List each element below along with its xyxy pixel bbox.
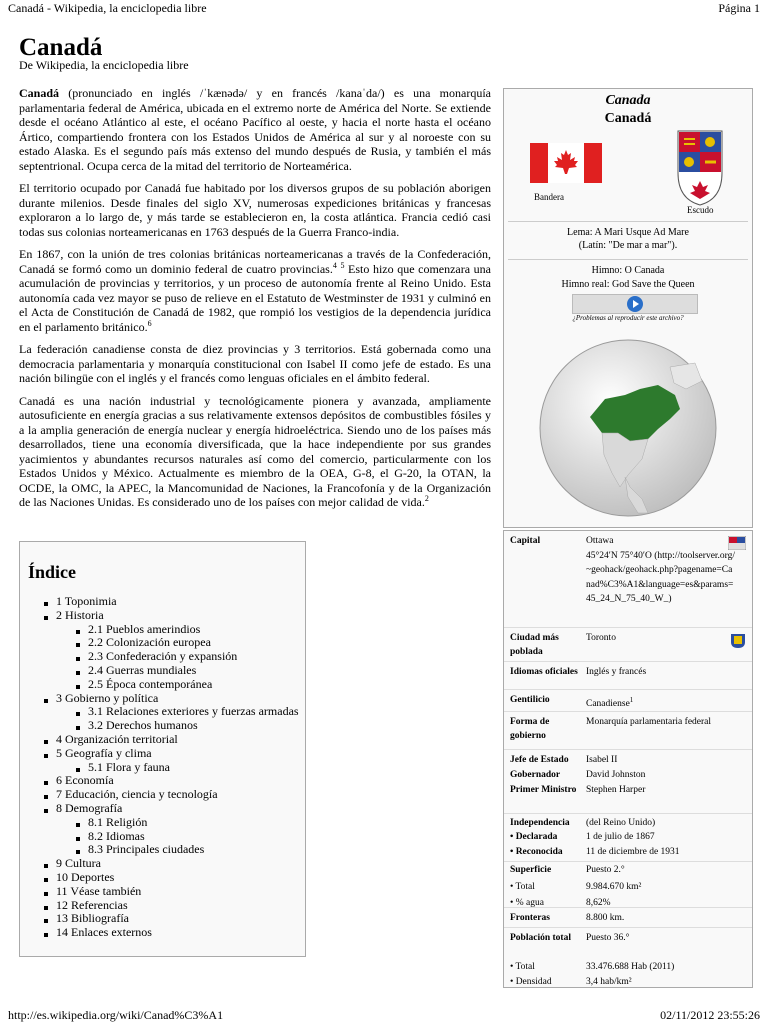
infobox-name-spanish: Canadá <box>604 111 652 126</box>
toc-item[interactable]: 2.3 Confederación y expansión <box>76 650 299 664</box>
infobox-name-english: Canada <box>605 93 651 108</box>
print-header-title: Canadá - Wikipedia, la enciclopedia libre <box>8 1 207 15</box>
demonym-text[interactable]: Canadiense <box>586 699 630 710</box>
independence-label: Independencia <box>510 818 570 828</box>
anthem-block <box>504 264 752 292</box>
coat-of-arms-caption: Escudo <box>687 205 714 215</box>
largest-city-label: Ciudad más poblada <box>510 633 559 657</box>
row-languages <box>504 661 752 690</box>
toc-item[interactable]: 3.1 Relaciones exteriores y fuerzas armadas <box>76 705 299 719</box>
row-demonym <box>504 689 752 712</box>
population-total-label: • Total <box>510 962 535 972</box>
toc-item[interactable]: 2.1 Pueblos amerindios <box>76 623 299 637</box>
audio-player[interactable] <box>572 294 698 314</box>
toc-item[interactable]: 1 Toponimia <box>44 595 299 609</box>
toronto-coat-icon <box>730 633 746 649</box>
prime-minister-label: Primer Ministro <box>510 785 577 795</box>
toc-item[interactable]: 3 Gobierno y política <box>44 692 299 706</box>
print-footer-timestamp: 02/11/2012 23:55:26 <box>660 1008 760 1022</box>
canada-flag-image[interactable] <box>530 143 602 183</box>
toc-item[interactable]: 13 Bibliografía <box>44 912 299 926</box>
row-borders <box>504 907 752 928</box>
population-rank-value: Puesto 36.° <box>586 933 630 943</box>
row-leaders <box>504 749 752 814</box>
page-subtitle: De Wikipedia, la enciclopedia libre <box>19 58 189 72</box>
row-government <box>504 711 752 750</box>
toc-item[interactable]: 3.2 Derechos humanos <box>76 719 299 733</box>
demonym-value <box>586 693 736 712</box>
toc-item[interactable]: 7 Educación, ciencia y tecnología <box>44 788 299 802</box>
head-of-state-value[interactable]: Isabel II <box>586 755 618 765</box>
government-value[interactable]: Monarquía parlamentaria federal <box>586 717 712 727</box>
recognized-label: • Reconocida <box>510 847 563 857</box>
toc-item[interactable]: 5 Geografía y clima <box>44 747 299 761</box>
toc-title: Índice <box>28 562 77 582</box>
toc-item[interactable]: 11 Véase también <box>44 885 299 899</box>
toc-item[interactable]: 8.3 Principales ciudades <box>76 843 299 857</box>
water-percent-value: 8,62% <box>586 898 611 908</box>
largest-city-value[interactable]: Toronto <box>586 633 616 643</box>
density-value: 3,4 hab/km² <box>586 977 632 987</box>
demonym-label: Gentilicio <box>510 695 550 705</box>
paragraph-history: El territorio ocupado por Canadá fue habitado por los diversos grupos de su población aborigen durante milenios. Desde finales del siglo XV, numerosas expediciones británicas y francesas exploraron a lo largo de, y más tarde se establecieron en, la costa atlántica. Francia cedió casi todas sus colonias norteamericanas en 1763 después de la Guerra Franco-india. <box>19 181 491 239</box>
prime-minister-value[interactable]: Stephen Harper <box>586 785 646 795</box>
toc-item[interactable]: 8.2 Idiomas <box>76 830 299 844</box>
independence-value[interactable]: (del Reino Unido) <box>586 818 656 828</box>
reference-link-6[interactable]: 6 <box>147 318 152 328</box>
reference-link-5[interactable]: 5 <box>340 260 345 270</box>
toc-item[interactable]: 8 Demografía <box>44 802 299 816</box>
motto-translation: (Latín: "De mar a mar"). <box>578 240 678 251</box>
toc-item[interactable]: 2 Historia <box>44 609 299 623</box>
toc-item[interactable]: 6 Economía <box>44 774 299 788</box>
toc-list <box>44 595 299 940</box>
print-header <box>0 0 768 16</box>
population-label: Población total <box>510 933 571 943</box>
orthographic-map-image[interactable] <box>530 337 726 519</box>
borders-value: 8.800 km. <box>586 913 625 923</box>
print-footer <box>0 1006 768 1024</box>
reference-link-2[interactable]: 2 <box>424 494 429 503</box>
government-label: Forma de gobierno <box>510 717 550 741</box>
economy-text: Canadá es una nación industrial y tecnológicamente pionera y avanzada, ampliamente autosuficiente en energía gracias a sus relativamente extensos depósitos de combustibles fósiles y a la amplia generación de energía nuclear y energía hidroeléctrica. Siendo uno de los países más desarrollados, tiene una economía diversificada, que la hace independiente por sus grandes yacimientos y abundantes recursos naturales así como del comercio, particularmente con los Estados Unidos y México. Actualmente es miembro de la OEA, G-8, el G-20, la OTAN, la OCDE, la OMC, la APEC, la Mancomunidad de Naciones, la Francofonía y de la Organización de las Naciones Unidas. Es considerado uno de los países con mejor calidad de vida. <box>19 393 491 509</box>
borders-label: Fronteras <box>510 913 550 923</box>
print-footer-url: http://es.wikipedia.org/wiki/Canad%C3%A1 <box>8 1008 224 1022</box>
table-of-contents <box>19 541 306 957</box>
area-total-label: • Total <box>510 882 535 892</box>
audio-help-link[interactable]: ¿Problemas al reproducir este archivo? <box>572 314 684 322</box>
toc-item[interactable]: 5.1 Flora y fauna <box>76 761 299 775</box>
paragraph-intro <box>19 86 491 173</box>
anthem-line: Himno: O Canada <box>591 265 665 276</box>
capital-label: Capital <box>510 536 541 546</box>
paragraph-confederation <box>19 247 491 334</box>
play-icon[interactable] <box>627 296 643 312</box>
languages-label: Idiomas oficiales <box>510 667 578 677</box>
ottawa-coat-icon <box>728 536 746 550</box>
area-total-value: 9.984.670 km² <box>586 882 642 892</box>
flag-caption: Bandera <box>534 192 564 202</box>
paragraph-economy <box>19 394 491 510</box>
head-of-state-label: Jefe de Estado <box>510 755 569 765</box>
article-body <box>19 86 491 518</box>
demonym-reference[interactable]: 1 <box>629 696 634 704</box>
intro-text: (pronunciado en inglés /ˈkænədə/ y en francés /kanaˈda/) es una monarquía parlamentaria federal de América, ubicada en el extremo norte de América del Norte. Se extiende desde el océano Atlántico al este, el océano Pacífico al oeste, y hacia el norte hasta el océano Ártico, compartiendo frontera con los Estados Unidos de América al sur y al noroeste con su estado Alaska. Es el segundo país más extenso del mundo después de Rusia, y también el más septentrional. Ocupa cerca de la mitad del territorio de Norteamérica. <box>19 86 491 173</box>
toc-item[interactable]: 12 Referencias <box>44 899 299 913</box>
infobox-divider <box>508 221 748 222</box>
reference-link-4[interactable]: 4 <box>332 260 337 270</box>
paragraph-federation: La federación canadiense consta de diez provincias y 3 territorios. Está gobernada como una democracia parlamentaria y monarquía constitucional con Isabel II como jefe de estado. Es una nación bilingüe con el inglés y el francés como lenguas oficiales en el ámbito federal. <box>19 342 491 385</box>
water-percent-label: • % agua <box>510 898 544 908</box>
print-header-page: Página 1 <box>718 1 760 15</box>
confederation-text-a: En 1867, con la unión de tres colonias británicas norteamericanas a través de la Confederación, Canadá se formó como un dominio federal de cuatro provincias. <box>19 247 491 276</box>
infobox <box>503 88 753 528</box>
row-largest-city <box>504 627 752 662</box>
governor-value[interactable]: David Johnston <box>586 770 646 780</box>
row-independence <box>504 813 752 862</box>
governor-label: Gobernador <box>510 770 561 780</box>
toc-item[interactable]: 8.1 Religión <box>76 816 299 830</box>
toc-item[interactable]: 4 Organización territorial <box>44 733 299 747</box>
coat-of-arms-image[interactable] <box>670 129 730 207</box>
declared-label: • Declarada <box>510 832 558 842</box>
row-population <box>504 927 752 988</box>
population-total-value: 33.476.688 Hab (2011) <box>586 962 675 972</box>
capital-value[interactable]: Ottawa 45°24′N 75°40′O (http://toolserver.org/~geohack/geohack.php?pagename=Canad%C3%A1&language=es&params=45_24_N_75_40_W_) <box>586 536 736 604</box>
toc-item[interactable]: 9 Cultura <box>44 857 299 871</box>
languages-value[interactable]: Inglés y francés <box>586 667 647 677</box>
intro-bold-term: Canadá <box>19 86 60 100</box>
motto-block <box>504 226 752 252</box>
infobox-data-table <box>503 530 753 988</box>
toc-item[interactable]: 14 Enlaces externos <box>44 926 299 940</box>
confederation-text-b: Esto hizo que comenzara una acumulación de provincias y territorios, y un proceso de autonomía frente al Reino Unido. Esta autonomía cada vez mayor se puso de relieve en el Estatuto de Westminster de 1931 y culminó en el Acta de Constitución de Canadá de 1982, que rompió los vestigios de la dependencia jurídica en el parlamento británico. <box>19 261 491 334</box>
area-label: Superficie <box>510 865 552 875</box>
density-label: • Densidad <box>510 977 552 987</box>
declared-value[interactable]: 1 de julio de 1867 <box>586 832 655 842</box>
toc-item[interactable]: 2.2 Colonización europea <box>76 636 299 650</box>
motto-line: Lema: A Mari Usque Ad Mare <box>567 227 689 238</box>
royal-anthem-line: Himno real: God Save the Queen <box>561 279 695 290</box>
infobox-divider <box>508 259 748 260</box>
toc-item[interactable]: 2.4 Guerras mundiales <box>76 664 299 678</box>
row-capital <box>504 531 752 627</box>
toc-item[interactable]: 10 Deportes <box>44 871 299 885</box>
area-rank-value: Puesto 2.° <box>586 865 625 875</box>
toc-item[interactable]: 2.5 Época contemporánea <box>76 678 299 692</box>
page-title: Canadá <box>19 34 103 61</box>
recognized-value[interactable]: 11 de diciembre de 1931 <box>586 847 680 857</box>
